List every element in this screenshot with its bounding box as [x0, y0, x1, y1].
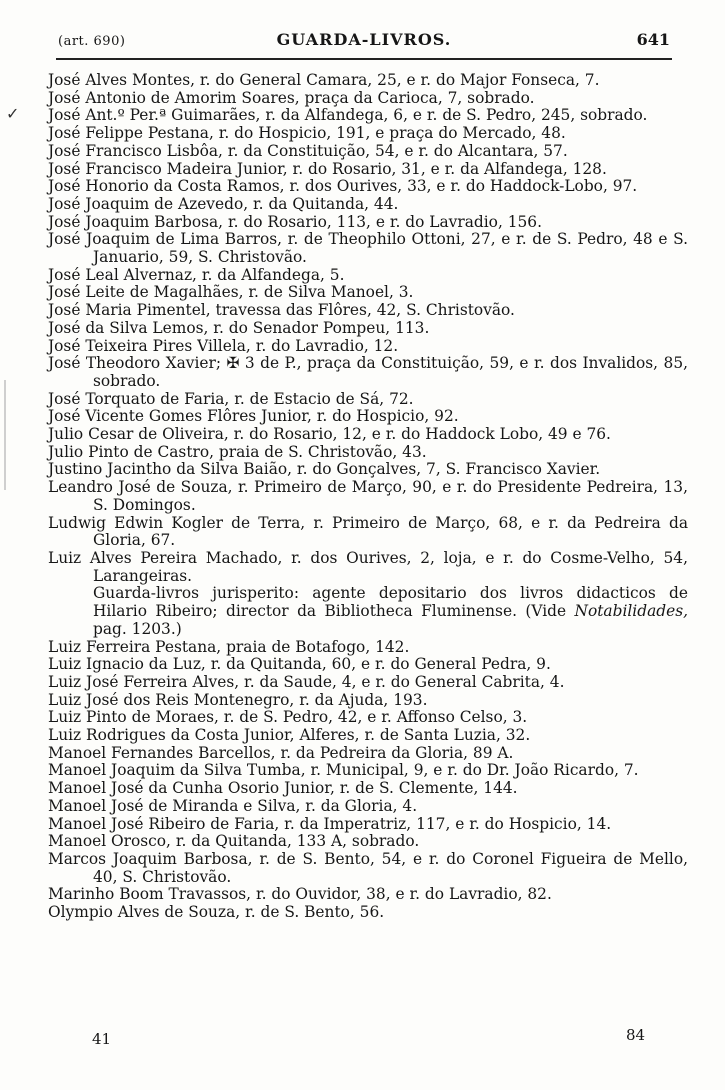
list-item: [48, 639, 688, 657]
entry-text: José da Silva Lemos, r. do Senador Pompeu, 113.: [48, 318, 430, 337]
directory-list: [48, 72, 688, 922]
list-item: [48, 780, 688, 798]
list-item: [48, 550, 688, 639]
entry-text: José Maria Pimentel, travessa das Flôres, 42, S. Christovão.: [48, 301, 515, 320]
list-item: [48, 231, 688, 266]
list-item: [48, 444, 688, 462]
list-item: [48, 107, 688, 125]
entry-text: José Leite de Magalhães, r. de Silva Manoel, 3.: [48, 283, 414, 302]
entry-text: Luiz José Ferreira Alves, r. da Saude, 4, e r. do General Cabrita, 4.: [48, 672, 565, 691]
entry-text: José Ant.º Per.ª Guimarães, r. da Alfandega, 6, e r. de S. Pedro, 245, sobrado.: [48, 106, 648, 125]
list-item: [48, 461, 688, 479]
entry-text: José Joaquim de Lima Barros, r. de Theophilo Ottoni, 27, e r. de S. Pedro, 48 e S. Januario, 59, S. Christovão.: [48, 230, 688, 267]
margin-line: [4, 380, 6, 490]
entry-text: Manoel José de Miranda e Silva, r. da Gloria, 4.: [48, 796, 418, 815]
list-item: [48, 692, 688, 710]
page-number: 641: [636, 30, 670, 49]
list-item: [48, 355, 688, 390]
list-item: [48, 284, 688, 302]
entry-text: José Joaquim de Azevedo, r. da Quitanda, 44.: [48, 194, 399, 213]
entry-text: José Leal Alvernaz, r. da Alfandega, 5.: [48, 265, 345, 284]
entry-text: Julio Pinto de Castro, praia de S. Christovão, 43.: [48, 442, 427, 461]
entry-text: José Theodoro Xavier; ✠ 3 de P., praça da Constituição, 59, e r. dos Invalidos, 85, sobrado.: [48, 354, 688, 390]
entry-text: Justino Jacintho da Silva Baião, r. do Gonçalves, 7, S. Francisco Xavier.: [48, 460, 601, 479]
printer-signature: 41: [92, 1030, 112, 1048]
entry-text: Olympio Alves de Souza, r. de S. Bento, 56.: [48, 903, 385, 922]
entry-text: Manoel Orosco, r. da Quitanda, 133 A, sobrado.: [48, 832, 420, 851]
list-item: [48, 90, 688, 108]
entry-text: José Honorio da Costa Ramos, r. dos Ourives, 33, e r. do Haddock-Lobo, 97.: [48, 177, 638, 196]
article-reference: (art. 690): [58, 34, 126, 49]
entry-text: Marcos Joaquim Barbosa, r. de S. Bento, 54, e r. do Coronel Figueira de Mello, 40, S. Christovão.: [48, 849, 688, 886]
list-item: [48, 515, 688, 550]
entry-note-page: pag. 1203.): [93, 619, 182, 638]
entry-text: Luiz Alves Pereira Machado, r. dos Ourives, 2, loja, e r. do Cosme-Velho, 54, Larangeiras.: [48, 548, 688, 585]
entry-text: Marinho Boom Travassos, r. do Ouvidor, 38, e r. do Lavradio, 82.: [48, 885, 552, 904]
list-item: [48, 833, 688, 851]
entry-text: José Alves Montes, r. do General Camara, 25, e r. do Major Fonseca, 7.: [48, 71, 600, 89]
list-item: [48, 426, 688, 444]
list-item: [48, 709, 688, 727]
list-item: [48, 161, 688, 179]
entry-text: José Felippe Pestana, r. do Hospicio, 191, e praça do Mercado, 48.: [48, 124, 566, 143]
footer-number: 84: [626, 1026, 646, 1044]
entry-note: [93, 585, 688, 638]
list-item: [48, 656, 688, 674]
entry-text: José Antonio de Amorim Soares, praça da Carioca, 7, sobrado.: [48, 88, 535, 107]
list-item: [48, 125, 688, 143]
entry-text: José Francisco Lisbôa, r. da Constituição, 54, e r. do Alcantara, 57.: [48, 141, 568, 160]
list-item: [48, 178, 688, 196]
entry-text: Luiz Ignacio da Luz, r. da Quitanda, 60, e r. do General Pedra, 9.: [48, 655, 551, 674]
list-item: [48, 143, 688, 161]
entry-text: Ludwig Edwin Kogler de Terra, r. Primeiro de Março, 68, e r. da Pedreira da Gloria, 67.: [48, 513, 688, 550]
list-item: [48, 762, 688, 780]
list-item: [48, 886, 688, 904]
entry-text: Manoel Joaquim da Silva Tumba, r. Municipal, 9, e r. do Dr. João Ricardo, 7.: [48, 761, 639, 780]
list-item: [48, 798, 688, 816]
entry-text: Luiz Rodrigues da Costa Junior, Alferes, r. de Santa Luzia, 32.: [48, 726, 531, 745]
list-item: [48, 727, 688, 745]
entry-note-reference: Notabilidades,: [574, 602, 688, 621]
list-item: [48, 408, 688, 426]
margin-checkmark: ✓: [6, 104, 20, 123]
list-item: [48, 674, 688, 692]
entry-text: Luiz Pinto de Moraes, r. de S. Pedro, 42, e r. Affonso Celso, 3.: [48, 708, 528, 727]
entry-text: Julio Cesar de Oliveira, r. do Rosario, 12, e r. do Haddock Lobo, 49 e 76.: [48, 425, 611, 444]
entry-text: José Torquato de Faria, r. de Estacio de Sá, 72.: [48, 389, 414, 408]
list-item: [48, 745, 688, 763]
list-item: [48, 816, 688, 834]
list-item: [48, 267, 688, 285]
entry-text: Luiz Ferreira Pestana, praia de Botafogo, 142.: [48, 637, 410, 656]
list-item: [48, 391, 688, 409]
list-item: [48, 338, 688, 356]
list-item: [48, 479, 688, 514]
list-item: [48, 904, 688, 922]
entry-text: José Francisco Madeira Junior, r. do Rosario, 31, e r. da Alfandega, 128.: [48, 159, 607, 178]
entry-text: Manoel Fernandes Barcellos, r. da Pedreira da Gloria, 89 A.: [48, 743, 514, 762]
list-item: [48, 196, 688, 214]
entry-text: José Vicente Gomes Flôres Junior, r. do Hospicio, 92.: [48, 407, 459, 426]
entry-text: Luiz José dos Reis Montenegro, r. da Ajuda, 193.: [48, 690, 428, 709]
entry-text: Manoel José da Cunha Osorio Junior, r. de S. Clemente, 144.: [48, 779, 518, 798]
list-item: [48, 72, 688, 90]
list-item: [48, 302, 688, 320]
page-header: [58, 28, 670, 58]
entry-text: José Teixeira Pires Villela, r. do Lavradio, 12.: [48, 336, 399, 355]
entry-text: Leandro José de Souza, r. Primeiro de Março, 90, e r. do Presidente Pedreira, 13, S. Domingos.: [48, 478, 688, 514]
entry-text: José Joaquim Barbosa, r. do Rosario, 113, e r. do Lavradio, 156.: [48, 212, 542, 231]
page-title: GUARDA-LIVROS.: [276, 30, 452, 49]
entry-text: Manoel José Ribeiro de Faria, r. da Imperatriz, 117, e r. do Hospicio, 14.: [48, 814, 612, 833]
list-item: [48, 214, 688, 232]
list-item: [48, 851, 688, 886]
entry-note-text: Guarda-livros jurisperito: agente depositario dos livros didacticos de Hilario Ribeiro; director da Bibliotheca Fluminense. (Vide: [93, 584, 688, 621]
header-rule: [56, 58, 672, 60]
list-item: [48, 320, 688, 338]
